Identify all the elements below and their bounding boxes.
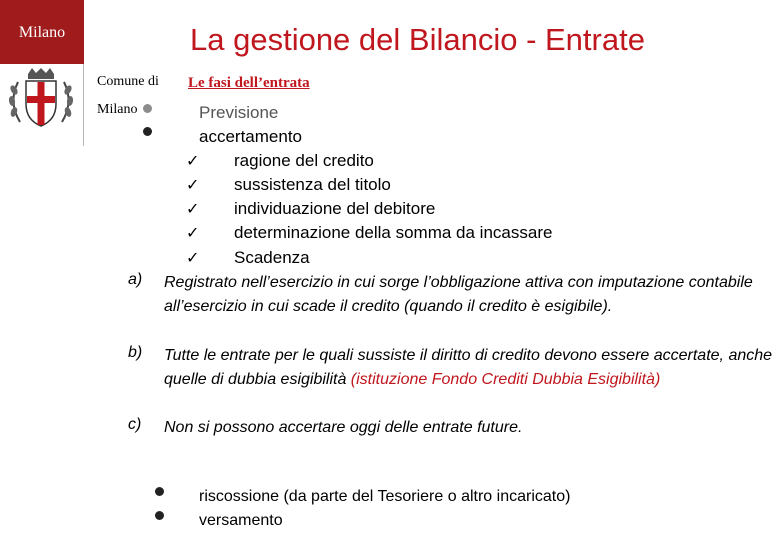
point-letter: b) bbox=[128, 344, 143, 361]
phase-accertamento: accertamento bbox=[199, 127, 302, 146]
phase-previsione: Previsione bbox=[199, 103, 279, 122]
phase-versamento: versamento bbox=[199, 512, 283, 529]
check-item: determinazione della somma da incassare bbox=[234, 223, 553, 242]
point-highlight: (istituzione Fondo Crediti Dubbia Esigibilità) bbox=[350, 371, 661, 389]
bullet-icon bbox=[143, 127, 152, 136]
point-text bbox=[164, 344, 774, 393]
checkmark-icon: ✓ bbox=[186, 199, 200, 218]
check-item: individuazione del debitore bbox=[234, 199, 436, 218]
slide-subtitle: Le fasi dell’entrata bbox=[188, 75, 310, 91]
bullet-icon bbox=[155, 487, 164, 496]
city-crest-logo bbox=[6, 68, 76, 130]
brand-bar bbox=[0, 0, 84, 64]
point-letter: c) bbox=[128, 416, 142, 433]
comune-line-2: Milano bbox=[97, 102, 138, 117]
point-text bbox=[164, 271, 774, 320]
check-item: ragione del credito bbox=[234, 151, 374, 170]
brand-city: Milano bbox=[18, 24, 66, 41]
checkmark-icon: ✓ bbox=[186, 151, 200, 170]
point-body: Registrato nell’esercizio in cui sorge l’obbligazione attiva con imputazione contabile all’esercizio in cui scade il credito (quando il credito è esigibile). bbox=[164, 274, 753, 316]
checkmark-icon: ✓ bbox=[186, 175, 200, 194]
point-body: Non si possono accertare oggi delle entrate future. bbox=[164, 419, 523, 436]
comune-label bbox=[97, 68, 159, 124]
point-letter: a) bbox=[128, 271, 143, 288]
checkmark-icon: ✓ bbox=[186, 223, 200, 242]
comune-line-1: Comune di bbox=[97, 74, 159, 89]
checkmark-icon: ✓ bbox=[186, 248, 200, 267]
check-item: sussistenza del titolo bbox=[234, 175, 391, 194]
point-text bbox=[164, 416, 774, 440]
phase-riscossione: riscossione (da parte del Tesoriere o altro incaricato) bbox=[199, 488, 571, 505]
bullet-icon bbox=[155, 511, 164, 520]
bullet-icon bbox=[143, 104, 152, 113]
point-body: Tutte le entrate per le quali sussiste il diritto di credito devono essere accertate, anche quelle di dubbia esigibilità bbox=[164, 347, 773, 389]
slide-title: La gestione del Bilancio - Entrate bbox=[190, 22, 645, 57]
check-item: Scadenza bbox=[234, 248, 310, 267]
